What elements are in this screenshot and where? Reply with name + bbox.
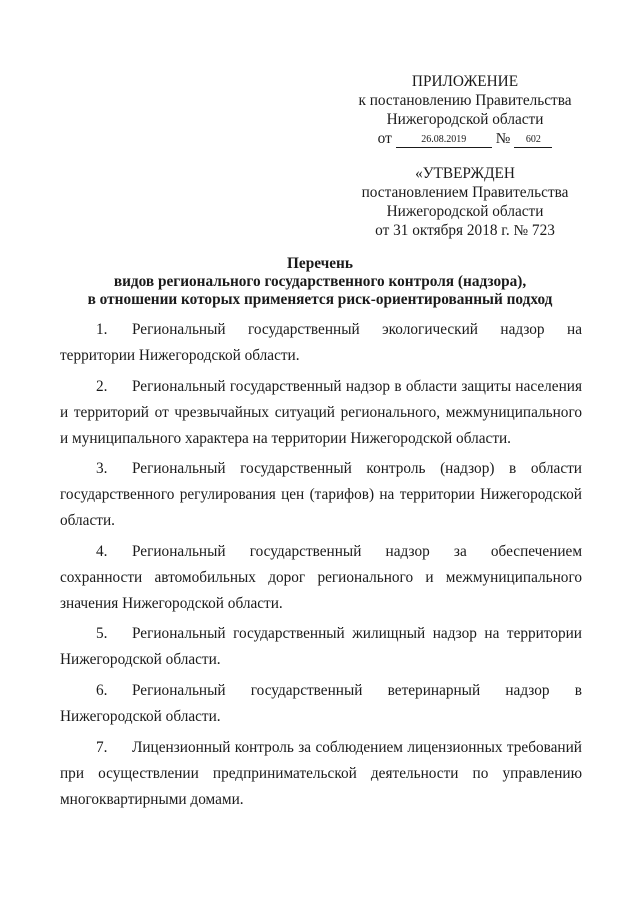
list-item — [60, 621, 582, 673]
item-text: Региональный государственный надзор в области защиты населения и территорий от чрезвычайных ситуаций регионального, межмуниципального и муниципального характера на территории Нижегородской области. — [60, 377, 582, 447]
item-text: Региональный государственный экологический надзор на территории Нижегородской области. — [60, 321, 582, 364]
item-number: 2. — [96, 377, 108, 395]
appendix-line-1: к постановлению Правительства — [358, 92, 572, 109]
item-number: 4. — [96, 542, 108, 560]
item-text: Региональный государственный контроль (надзор) в области государственного регулирования цен (тарифов) на территории Нижегородской области. — [60, 460, 582, 530]
number-value: 602 — [525, 134, 541, 145]
approved-block — [340, 164, 590, 240]
item-text: Региональный государственный надзор за обеспечением сохранности автомобильных дорог регионального и межмуниципального значения Нижегородской области. — [60, 542, 582, 612]
item-number: 5. — [96, 625, 108, 643]
list-item — [60, 735, 582, 813]
from-label: от — [377, 130, 392, 147]
date-field — [396, 134, 492, 148]
list-item — [60, 678, 582, 730]
approved-line-1: «УТВЕРЖДЕН — [415, 165, 515, 182]
list-item — [60, 456, 582, 534]
appendix-date-line — [340, 129, 590, 148]
item-number: 6. — [96, 681, 108, 699]
number-label: № — [495, 130, 511, 147]
item-number: 3. — [96, 460, 108, 478]
approved-line-4: от 31 октября 2018 г. № 723 — [375, 222, 555, 239]
list-item — [60, 539, 582, 617]
approved-line-2: постановлением Правительства — [361, 184, 569, 201]
item-number: 1. — [96, 321, 108, 338]
list-item — [60, 317, 582, 369]
appendix-line-2: Нижегородской области — [386, 111, 544, 128]
appendix-title: ПРИЛОЖЕНИЕ — [411, 73, 519, 90]
title-line-2: видов регионального государственного контроля (надзора), — [113, 273, 527, 290]
approved-line-3: Нижегородской области — [386, 203, 544, 220]
appendix-header — [340, 72, 590, 148]
item-text: Региональный государственный жилищный надзор на территории Нижегородской области. — [60, 625, 582, 669]
list-item — [60, 374, 582, 452]
item-number: 7. — [96, 738, 108, 756]
date-value: 26.08.2019 — [421, 134, 467, 145]
item-text: Региональный государственный ветеринарный надзор в Нижегородской области. — [60, 681, 582, 725]
document-title — [60, 255, 580, 309]
title-line-1: Перечень — [287, 255, 353, 272]
items-list — [60, 317, 582, 817]
item-text: Лицензионный контроль за соблюдением лицензионных требований при осуществлении предпринимательской деятельности по управлению многоквартирными домами. — [60, 738, 582, 808]
title-line-3: в отношении которых применяется риск-ориентированный подход — [87, 291, 553, 308]
number-field — [514, 134, 552, 148]
